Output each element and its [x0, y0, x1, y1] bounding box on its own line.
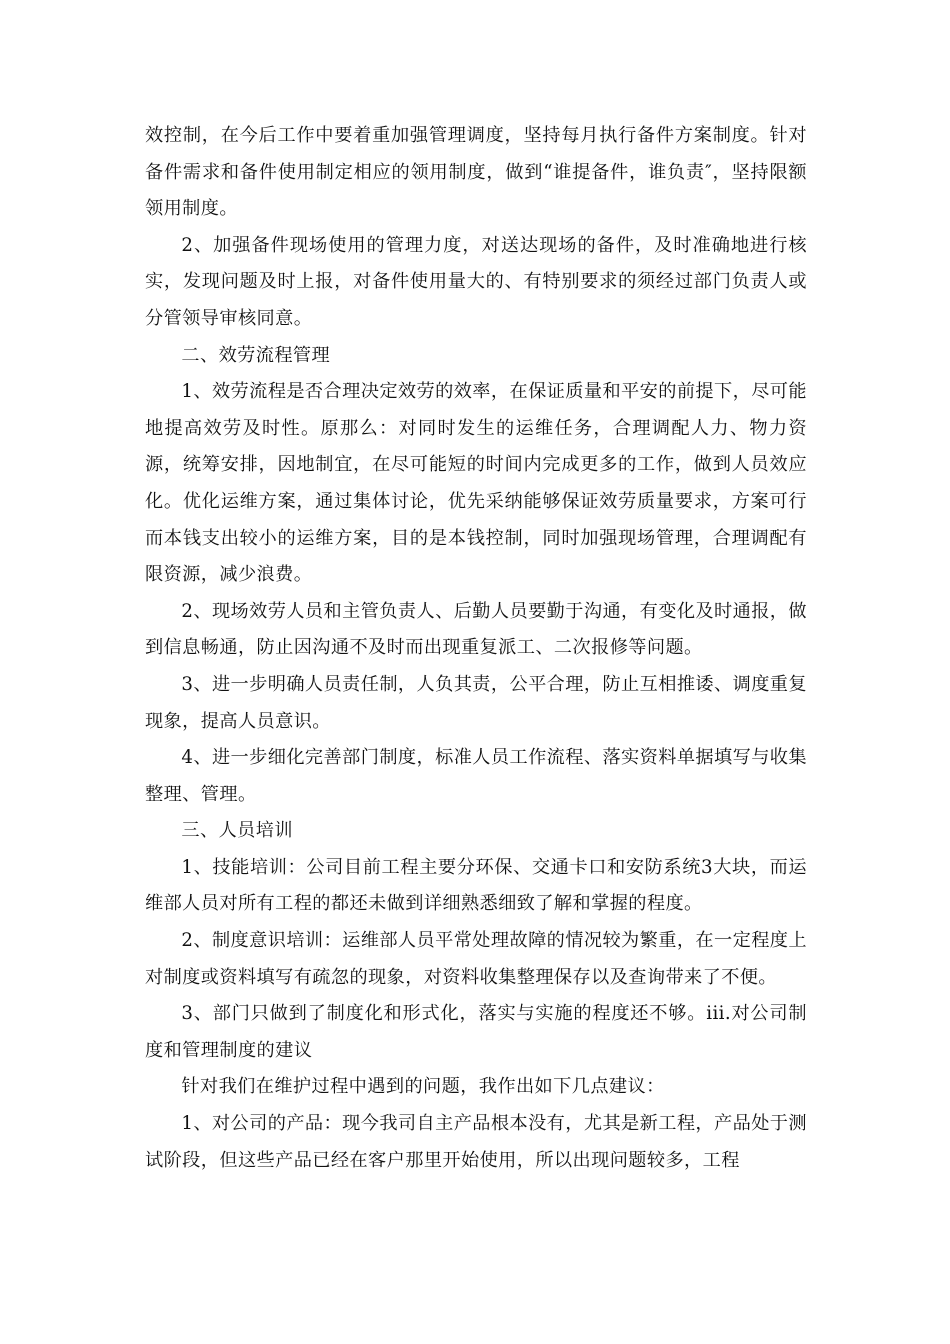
section-heading-staff-training: 三、人员培训 [181, 820, 293, 842]
paragraph-training-3: 3、部门只做到了制度化和形式化，落实与实施的程度还不够。iii.对公司制度和管理制度的建议 [145, 1003, 807, 1061]
section-heading-service-process: 二、效劳流程管理 [181, 344, 331, 366]
paragraph-service-process-3: 3、进一步明确人员责任制，人负其责，公平合理，防止互相推诿、调度重复现象，提高人员意识。 [145, 673, 807, 732]
paragraph-service-process-1: 1、效劳流程是否合理决定效劳的效率，在保证质量和平安的前提下，尽可能地提高效劳及时性。原那么：对同时发生的运维任务，合理调配人力、物力资源，统筹安排，因地制宜，在尽可能短的时间内完成更多的工作，做到人员效应化。优化运维方案，通过集体讨论，优先采纳能够保证效劳质量要求，方案可行而本钱支出较小的运维方案，目的是本钱控制，同时加强现场管理，合理调配有限资源，减少浪费。 [145, 381, 807, 586]
paragraph-service-process-4: 4、进一步细化完善部门制度，标准人员工作流程、落实资料单据填写与收集整理、管理。 [145, 747, 807, 805]
paragraph-suggestions-intro: 针对我们在维护过程中遇到的问题，我作出如下几点建议： [181, 1076, 665, 1098]
paragraph-service-process-2: 2、现场效劳人员和主管负责人、后勤人员要勤于沟通，有变化及时通报，做到信息畅通，防止因沟通不及时而出现重复派工、二次报修等问题。 [145, 600, 807, 659]
paragraph-spare-parts-control: 效控制，在今后工作中要着重加强管理调度，坚持每月执行备件方案制度。针对备件需求和备件使用制定相应的领用制度，做到“谁提备件，谁负责″，坚持限额领用制度。 [145, 125, 807, 220]
document-page [145, 118, 807, 1179]
paragraph-training-1: 1、技能培训：公司目前工程主要分环保、交通卡口和安防系统3大块，而运维部人员对所有工程的都还未做到详细熟悉细致了解和掌握的程度。 [145, 856, 807, 915]
paragraph-training-2: 2、制度意识培训：运维部人员平常处理故障的情况较为繁重，在一定程度上对制度或资料填写有疏忽的现象，对资料收集整理保存以及查询带来了不便。 [145, 930, 807, 988]
paragraph-suggestion-1: 1、对公司的产品：现今我司自主产品根本没有，尤其是新工程，产品处于测试阶段，但这些产品已经在客户那里开始使用，所以出现问题较多，工程 [145, 1113, 807, 1171]
paragraph-spare-parts-onsite: 2、加强备件现场使用的管理力度，对送达现场的备件，及时准确地进行核实，发现问题及时上报，对备件使用量大的、有特别要求的须经过部门负责人或分管领导审核同意。 [145, 234, 807, 329]
